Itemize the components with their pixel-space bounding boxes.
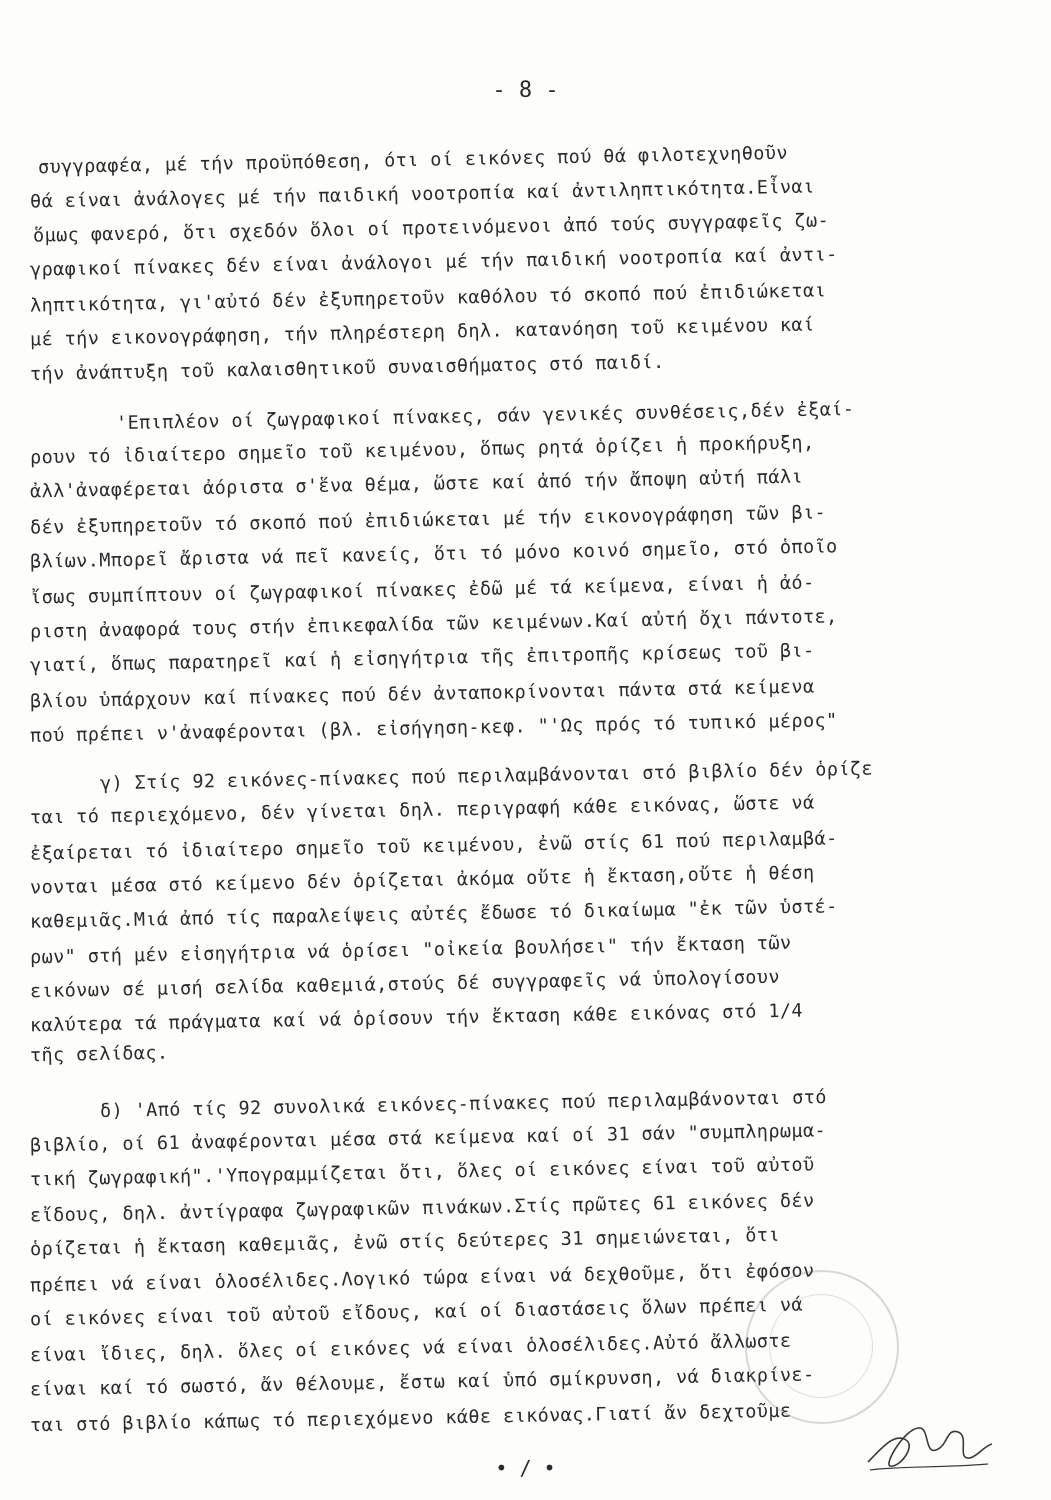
text-line: βλίου ὑπάρχουν καί πίνακες πού δέν ἀνταποκρίνονται πάντα στά κείμενα xyxy=(29,676,815,713)
text-line: είναι καί τό σωστό, ἄν θέλουμε, ἔστω καί ὑπό σμίκρυνση, νά διακρίνε- xyxy=(29,1364,815,1401)
text-line: οί εικόνες είναι τοῦ αὐτοῦ εἴδους, καί οί διαστάσεις ὅλων πρέπει νά xyxy=(29,1294,804,1331)
text-line: ληπτικότητα, γι'αὐτό δέν ἐξυπηρετοῦν καθόλου τό σκοπό πού ἐπιδιώκεται xyxy=(29,280,827,317)
text-line: τῆς σελίδας. xyxy=(29,1042,169,1067)
official-stamp xyxy=(745,1270,899,1424)
text-line: δ) 'Από τίς 92 συνολικά εικόνες-πίνακες πού περιλαμβάνονται στό xyxy=(99,1087,828,1122)
text-line: ριστη ἀναφορά τους στήν ἐπικεφαλίδα τῶν κειμένων.Καί αὐτή ὄχι πάντοτε, xyxy=(29,606,838,643)
text-line: ἐξαίρεται τό ἰδιαίτερο σημεῖο τοῦ κειμένου, ἐνῶ στίς 61 πού περιλαμβά- xyxy=(29,828,838,865)
text-line: βλίων.Μπορεῖ ἄριστα νά πεῖ κανείς, ὅτι τό μόνο κοινό σημεῖο, στό ὁποῖο xyxy=(29,536,838,573)
text-line: εικόνων σέ μισή σελίδα καθεμιά,στούς δέ συγγραφεῖς νά ὑπολογίσουν xyxy=(29,966,781,1003)
text-line: ἀλλ'ἀναφέρεται ἀόριστα σ'ἕνα θέμα, ὥστε καί ἀπό τήν ἄποψη αὐτή πάλι xyxy=(29,466,804,503)
text-line: πού πρέπει ν'ἀναφέρονται (βλ. εἰσήγηση-κεφ. "'Ως πρός τό τυπικό μέρος" xyxy=(29,710,838,747)
text-line: γραφικοί πίνακες δέν είναι ἀνάλογοι μέ τήν παιδική νοοτροπία καί ἀντι- xyxy=(29,244,838,281)
text-line: καλύτερα τά πράγματα καί νά ὁρίσουν τήν ἔκταση κάθε εικόνας στό 1/4 xyxy=(29,1000,804,1037)
text-line: ται στό βιβλίο κάπως τό περιεχόμενο κάθε εικόνας.Γιατί ἄν δεχτοῦμε xyxy=(29,1400,792,1437)
text-line: ρων" στή μέν εἰσηγήτρια νά ὁρίσει "οἰκεία βουλήσει" τήν ἔκταση τῶν xyxy=(29,932,792,969)
text-line: μέ τήν εικονογράφηση, τήν πληρέστερη δηλ. κατανόηση τοῦ κειμένου καί xyxy=(29,314,815,351)
text-line: βιβλίο, οί 61 ἀναφέρονται μέσα στά κείμενα καί οί 31 σάν "συμπληρωμα- xyxy=(29,1120,827,1157)
text-line: γ) Στίς 92 εικόνες-πίνακες πού περιλαμβάνονται στό βιβλίο δέν ὁρίζε xyxy=(99,758,874,795)
stamp-inner-ring xyxy=(769,1294,873,1398)
text-line: γιατί, ὅπως παρατηρεῖ καί ἡ εἰσηγήτρια τῆς ἐπιτροπῆς κρίσεως τοῦ βι- xyxy=(29,640,815,677)
text-line: είναι ἴδιες, δηλ. ὅλες οί εικόνες νά είναι ὁλοσέλιδες.Αὐτό ἄλλωστε xyxy=(29,1330,792,1367)
text-line: ὅμως φανερό, ὅτι σχεδόν ὅλοι οί προτεινόμενοι ἀπό τούς συγγραφεῖς ζω- xyxy=(32,210,830,247)
text-line: 'Επιπλέον οί ζωγραφικοί πίνακες, σάν γενικές συνθέσεις,δέν ἐξαί- xyxy=(115,398,855,435)
text-line: ται τό περιεχόμενο, δέν γίνεται δηλ. περιγραφή κάθε εικόνας, ὥστε νά xyxy=(29,792,815,829)
text-line: ρουν τό ἰδιαίτερο σημεῖο τοῦ κειμένου, ὅπως ρητά ὁρίζει ἡ προκήρυξη, xyxy=(29,432,815,469)
text-line: ἴσως συμπίπτουν οί ζωγραφικοί πίνακες ἐδῶ μέ τά κείμενα, είναι ἡ ἀό- xyxy=(29,572,815,609)
text-line: ὁρίζεται ἡ ἔκταση καθεμιᾶς, ἐνῶ στίς δεύτερες 31 σημειώνεται, ὅτι xyxy=(29,1224,781,1261)
text-line: δέν ἐξυπηρετοῦν τό σκοπό πού ἐπιδιώκεται μέ τήν εικονογράφηση τῶν βι- xyxy=(29,502,827,539)
continuation-mark: • / • xyxy=(495,1456,556,1480)
text-line: νονται μέσα στό κείμενο δέν ὁρίζεται ἀκόμα οὔτε ἡ ἔκταση,οὔτε ἡ θέση xyxy=(29,862,815,899)
text-line: τική ζωγραφική".'Υπογραμμίζεται ὅτι, ὅλες οί εικόνες είναι τοῦ αὐτοῦ xyxy=(29,1154,815,1191)
text-line: θά είναι ἀνάλογες μέ τήν παιδική νοοτροπία καί ἀντιληπτικότητα.Εἶναι xyxy=(29,176,815,213)
text-line: τήν ἀνάπτυξη τοῦ καλαισθητικοῦ συναισθήματος στό παιδί. xyxy=(29,351,665,386)
text-line: εἴδους, δηλ. ἀντίγραφα ζωγραφικῶν πινάκων.Στίς πρῶτες 61 εικόνες δέν xyxy=(29,1190,815,1227)
text-line: καθεμιᾶς.Μιά ἀπό τίς παραλείψεις αὐτές ἔδωσε τό δικαίωμα "ἐκ τῶν ὑστέ- xyxy=(29,896,838,933)
page-number: - 8 - xyxy=(492,78,559,103)
text-line: συγγραφέα, μέ τήν προϋπόθεση, ότι οί εικόνες πού θά φιλοτεχνηθοῦν xyxy=(37,142,789,179)
text-line: πρέπει νά είναι ὁλοσέλιδες.Λογικό τώρα είναι νά δεχθοῦμε, ὅτι ἐφόσον xyxy=(29,1260,815,1297)
